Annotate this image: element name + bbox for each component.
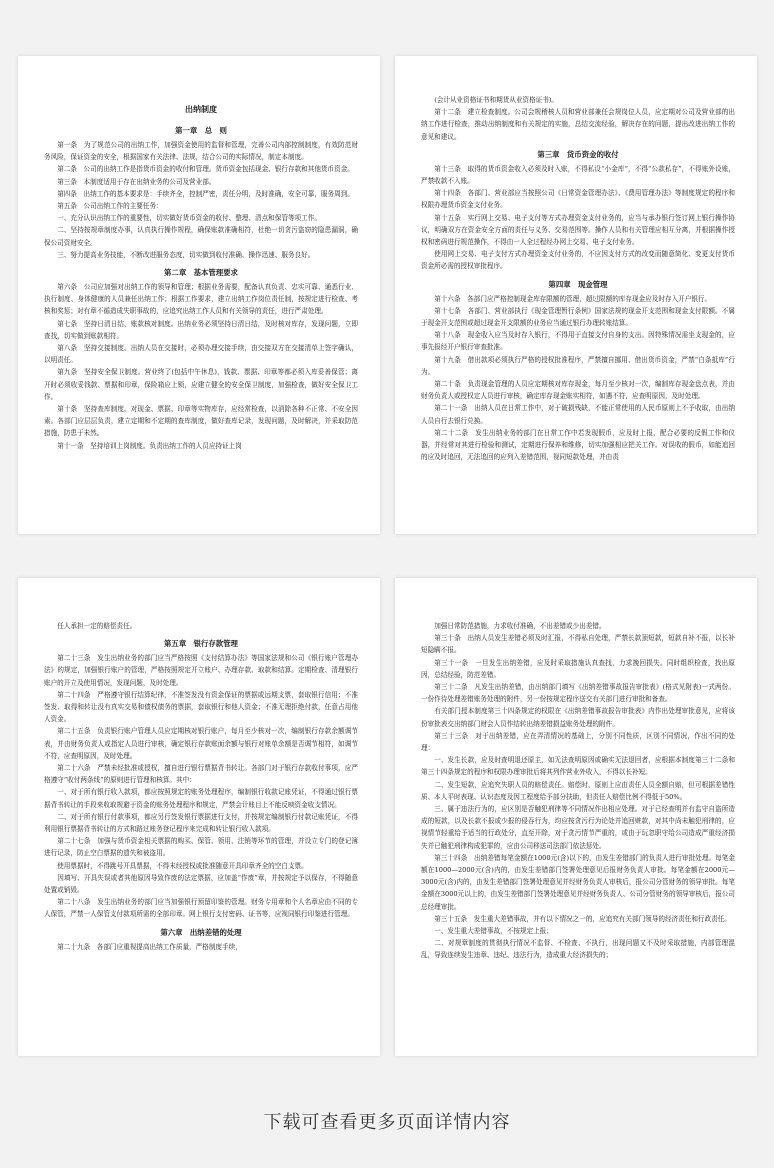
paragraph: 第三十条 出纳人员发生差错必须及时汇报，不得私自处理，严禁长款顶短款，短款自补不报，以长补短隐瞒不报。 — [421, 634, 735, 655]
paragraph: 一、发生长款，应及时查明退还原主，如无法查明原因或确实无法退回者，应根据本制度第三十二条和第三十四条规定的程序和权限办理审批后将其列作营业外收入，不得以长补短。 — [421, 756, 735, 777]
paragraph: 第六条 公司应加强对出纳工作的领导和管理；根据业务需要，配备认真负责、忠实可靠、通悉行业、执行制度、身体健康的人员兼任出纳工作；根据工作要求，建立出纳工作岗位责任制，按规定进行检查、考核和奖惩；对有章不循造成失职事故的，应追究出纳工作人员和有关领导的责任，进行严肃处理。 — [44, 283, 358, 316]
chapter-heading: 第四章 现金管理 — [548, 279, 608, 289]
paragraph: 有关部门授本制度第三十四条规定的权限在《出纳差错事故报告审批表》内作出处理审批意见，应将该份审批表交出纳部门财会人员作结转出纳差错损益账务处理的附件。 — [421, 707, 735, 728]
paragraph: 第二十九条 各部门应重视提高出纳工作质量，严格制度手续， — [57, 942, 242, 951]
paragraph: 二、发生短款，应追究失职人员的赔偿责任。赔偿时，原则上应由责任人员全额自赔，但可根据差错性质、本人平时表现、认识态度及因工程度给予部分扶助，但责任人赔偿比例不得低于50%。 — [421, 780, 735, 801]
paragraph: 二、对规章制度的贯彻执行情况不监督、不检查、不执行，出现问题又不及时采取措施，内部管理混乱，导致连续发生违章、违纪、违法行为，造成重大经济损失的； — [421, 939, 735, 960]
paragraph: 第二十六条 严禁未经批准或授权，擅自进行银行票据背书转让。各部门对于银行存款收付事项，应严格遵守“收付两条线”的原则进行管理和核算。其中： — [44, 764, 358, 785]
document-title: 出纳制度 — [185, 104, 217, 114]
paragraph: 三、努力提高业务技能，不断改进服务态度，切实做到收付准确、操作迅速、服务良好。 — [57, 250, 315, 259]
chapter-heading: 第五章 银行存款管理 — [164, 639, 238, 649]
paragraph: 第七条 坚持日清日结，账款核对制度。出纳业务必须坚持日清日结，及时核对库存，发现问题，立即查找，切实做到账款相符。 — [44, 319, 358, 340]
chapter-heading: 第二章 基本管理要求 — [164, 268, 238, 278]
paragraph: 第二条 公司的出纳工作是指货币资金的收付和管理。货币资金包括现金、银行存款和其他货币资金。 — [57, 165, 354, 174]
paragraph: 使用票据时，不得跳号开具票据，不得未经授权或批准随意开具印章齐全的空白支票。 — [57, 861, 308, 870]
paragraph: 第四条 出纳工作的基本要求是：手续齐全，控制严密，责任分明，及时准确，安全可靠，服务周到。 — [57, 189, 354, 198]
paragraph: 三、属于违法行为的，应区别是否触犯刑律等不同情况作出相应处理。对于已经查明并有监守自盗所造成的短款，以及长款不报或少报的侵吞行为，均应按贪污行为论处并追回赃款，对其中尚未触犯刑律的，应视情节轻重给予适当的行政处分，直至开除，对于贪污情节严重的，或由于玩忽职守给公司造成严重经济损失并已触犯刑律构成犯罪的，应由公司移送司法部门依法惩处。 — [421, 805, 735, 850]
paragraph: 一、充分认识出纳工作的重要性，切实做好货币资金的收付、整理、清点和保管等项工作。 — [57, 214, 321, 223]
paragraph: 第三十五条 发生重大差错事故，并有以下情况之一的，应追究有关部门领导的经济责任和行政责任。 — [434, 914, 731, 923]
document-page-1 — [18, 56, 380, 534]
paragraph: 二、坚持按规章制度办事，认真执行操作规程，确保账款准确相符，杜绝一切贪污盗窃的隐患漏洞，确保公司资财安全。 — [44, 226, 358, 247]
download-more-notice: 下载可查看更多页面详情内容 — [263, 1112, 511, 1133]
paragraph: 第二十五条 负责银行账户管理人员应定期核对银行账户，每月至少核对一次，编制银行存款余额调节表，并由财务负责人或指定人员进行审核，确定银行存款账面余额与银行对账单余额是否调节相符，如调节不符，应查明原因，及时处理。 — [44, 727, 358, 760]
paragraph: 任人承担一定的赔偿责任。 — [57, 622, 137, 630]
paragraph: 第三十一条 一旦发生出纳差错，应及时采取措施认真查找，力求挽回损失。同时组织检查，找出原因，总结经验，防范差错。 — [421, 658, 735, 679]
document-page-4 — [395, 578, 757, 1056]
document-page-3 — [18, 578, 380, 1056]
paragraph: 第十九条 借出款项必须执行严格的授权批准程序，严禁擅自挪用、借出货币资金，严禁“白条抵库”行为。 — [421, 355, 735, 376]
document-page-2 — [395, 56, 757, 534]
paragraph: 一、发生重大差错事故，不按规定上报； — [434, 927, 553, 936]
paragraph: 第三十三条 对于出纳差错，应在弄清情况的基础上，分别不同性质，区别不同情况，作出不同的处理： — [421, 731, 735, 753]
paragraph: 第二十三条 发生出纳业务的部门应当严格按照《支付结算办法》等国家法规和公司《银行账户管理办法》的规定，加强银行账户的管理，严格按照规定开立账户、办理存款、取款和结算。定期检查、清理银行账户的开立及使用情况，发现问题，及时处理。 — [44, 654, 358, 687]
paragraph: 使用网上交易、电子支付方式办理资金支付业务的，不应因支付方式的改变而随意简化、变更支付货币资金所必需的授权审批程序。 — [421, 250, 735, 271]
paragraph: 第五条 公司出纳工作的主要任务： — [57, 202, 163, 211]
paragraph: 第十七条 各部门、营业部执行《现金管理暂行条例》国家法规的现金开支范围和现金支付限额。不属于现金开支范围或超过现金开支限额的业务应当通过银行办理转账结算。 — [421, 306, 735, 328]
paragraph: 第十二条 建立检查制度。公司会规稽核人员和营业部兼任会规岗位人员，应定期对公司及营业部的出纳工作进行检查，推动出纳制度和有关规定的实施，总结交流经验，解决存在的问题，提出改进出纳工作的意见和建议。 — [421, 108, 735, 141]
paragraph: 第十六条 各部门应严格控制现金库存限额的管理，超过限额的库存现金应及时存入开户银行。 — [434, 294, 712, 303]
paragraph: 加强日常防范措施，力求收付准确，不出差错或少出差错。 — [434, 622, 606, 630]
paragraph: 第十条 坚持查库制度。对现金、票据、印章等实物库存，应经常检查，以消除各种不正常、不安全因素。各部门应层层负责，建立定期和不定期的查库制度，做好查库记录，发现问题，及时解决，并采取防范措施，防患于未然。 — [44, 405, 358, 438]
paragraph: 第十三条 取得的货币资金收入必须及时入账，不得私设“小金库”，不得“公款私存”，不得账外设账，严禁收款不入账。 — [421, 164, 735, 186]
paragraph: 第三条 本制度适用于存在出纳业务的公司及营业部。 — [57, 177, 216, 186]
paragraph: 因填写、开具失误或者其他原因导致作废的法定票据，应加盖“作废”章，并按规定予以保存，不得随意处置或销毁。 — [44, 873, 358, 895]
paragraph: 第八条 坚持交接制度。出纳人员在交接时，必须办理交接手续，由交接双方在交接清单上签字确认，以明责任。 — [44, 344, 358, 365]
paragraph: 第三十四条 出纳差错每笔金额在1000元(含)以下的，由发生差错部门的负责人进行审批处理。每笔金额在1000—2000元(含)内的，由发生差错部门签署处理意见后报财务负责人审批。每笔金额在2000元—3000元(含)内的，由发生差错部门签署处理意见并经财务负责人审核后，报公司分管财务的领导审批。每笔金额在3000元以上的，由发生差错部门签署处理意见并经财务负责人、公司分管财务的领导审核后，报公司总经理审批。 — [421, 853, 735, 911]
paragraph: 第三十二条 凡发生出纳差错，由出纳部门填写《出纳差错事故报告审批表》(格式见附表)一式两份。一份作待处理差错账务处理的附件，另一份按规定程序送交有关部门进行审批和备查。 — [421, 683, 735, 704]
chapter-heading: 第六章 出纳差错的处理 — [160, 927, 242, 937]
paragraph: 第二十八条 发生出纳业务的部门应当加强银行预留印鉴的管理。财务专用章和个人名章应由不同的专人保管，严禁一人保管支付款项所需的全部印章。网上银行支付密码、证书等，应视同银行印鉴进行管理。 — [44, 898, 358, 919]
paragraph: 第二十七条 加强与货币资金相关票据的购买、保管、领用、注销等环节的管理，并设立专门的登记簿进行记录，防止空白票据的遗失和被盗用。 — [44, 837, 358, 858]
paragraph: 第二十条 负责现金管理的人员应定期核对库存现金，每月至少核对一次，编制库存现金盘点表，并由财务负责人或授权定人员进行审核，确定库存现金账实相符，如遇不符，应查明原因，及时处理。 — [421, 380, 735, 401]
paragraph: (会计从业资格证书和期货从业资格证书)。 — [434, 96, 559, 104]
paragraph: 一、对于所有银行收入款项，都应按照规定的账务处理程序，编制银行收款记账凭证，不得通过银行票据背书转让的手段来收取规避于资金的账务处理程序和规定，严禁会计账目上不能反映资金收支情况。 — [44, 788, 358, 809]
paragraph: 第一条 为了规范公司的出纳工作，加强资金使用的监督和管理，完善公司内部控制制度，有效防范财务风险，保证资金的安全，根据国家有关法律、法规，结合公司的实际情况，制定本制度。 — [44, 141, 358, 162]
paragraph: 二、对于所有银行付款事项，都应另行签发银行票据进行支付，并按规定编制银行付款记账凭证，不得利用银行票据背书转让的方式和路过账务登记程序来完成和转让银行收入款项。 — [44, 812, 358, 834]
paragraph: 第十一条 坚持培训上岗制度。负责出纳工作的人员应持证上岗 — [57, 441, 242, 450]
paragraph: 第二十一条 出纳人员在日常工作中，对于破损残缺，不能正常使用的人民币原则上不予收取，由出纳人员自行去银行兑换。 — [421, 404, 735, 425]
paragraph: 第九条 坚持安全保卫制度。营业终了(包括中午休息)，钱款、票据、印章等都必须入库妥善保管；离开时必须收妥钱款、票据和印章，保险箱应上锁，应建立健全的安全保卫制度，加强检查，做好安全保卫工作。 — [44, 368, 358, 401]
paragraph: 第十八条 现金收入应当及时存入银行，不得用于直接支付自身的支出。因特殊情况需坐支现金的，应事先报经开户银行审查批准。 — [421, 331, 735, 352]
paragraph: 第二十四条 严格遵守银行结算纪律，不准签发没有资金保证的票据或远期支票，套取银行信用；不准签发、取得和转让没有真实交易和债权债务的票据，套取银行和他人资金；不准无理拒绝付款，任意占用他人资金。 — [44, 690, 358, 724]
paragraph: 第十五条 实行网上交易、电子支付等方式办理资金支付业务的，应当与承办银行签订网上银行操作协议，明确双方在资金安全方面的责任与义务、交易范围等。操作人员和有关管理应相互分离，并根据操作授权和密码进行规范操作，不得由一人全过程经办网上交易、电子支付业务。 — [421, 213, 735, 247]
chapter-heading: 第三章 货币资金的收付 — [537, 149, 619, 159]
paragraph: 第二十二条 发生出纳业务的部门在日常工作中若发现假币，应及时上报，配合必要的反假工作和仪器，并经常对其进行检验和测试，定期进行保养和维修，切实加强相应把关工作。对误收的假币，如能追回的应及时追回，无法追回的应列入差错范围，视同短款处理，并由责 — [421, 428, 735, 462]
paragraph: 第十四条 各部门、营业部应当按照公司《日常资金管理办法》、《费用管理办法》等制度规定的程序和权限办理货币资金支付业务。 — [421, 189, 735, 210]
chapter-heading: 第一章 总 则 — [175, 126, 227, 135]
